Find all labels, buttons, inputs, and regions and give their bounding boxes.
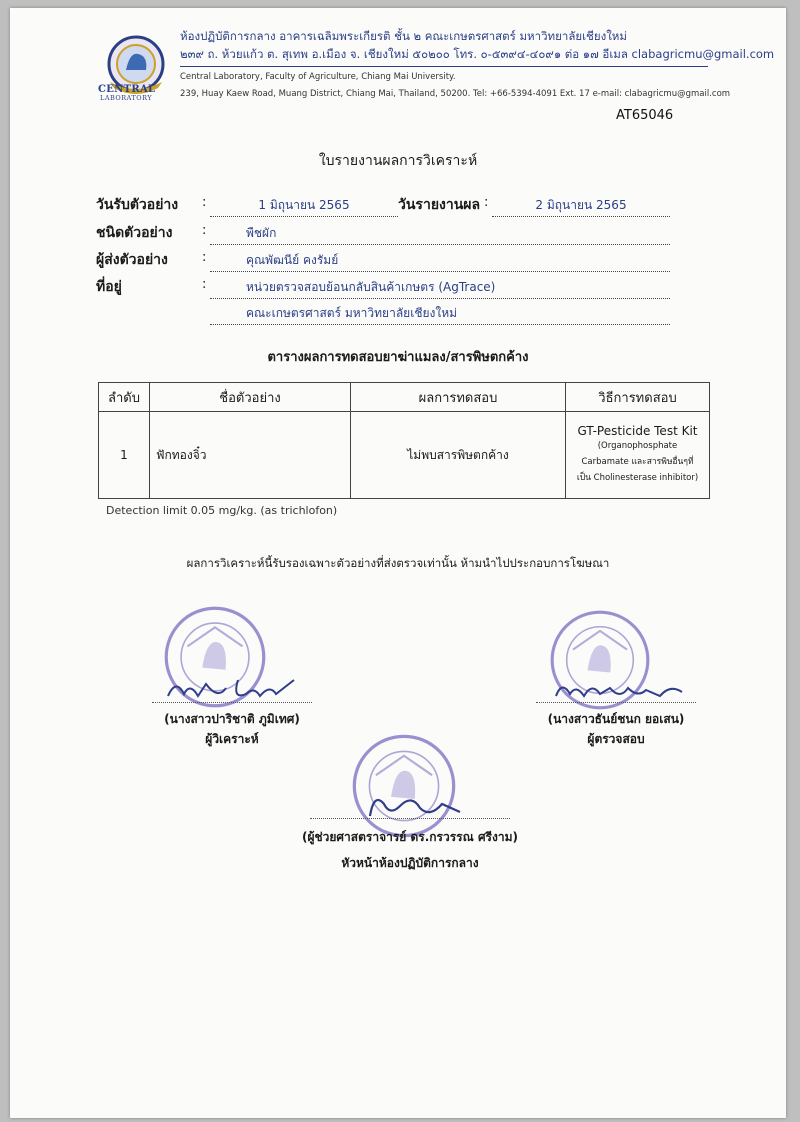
sample-type-value: พืชผัก: [210, 224, 670, 245]
reviewer-name: (นางสาวธันย์ชนก ยอเสน): [547, 712, 685, 726]
results-table: [98, 382, 710, 499]
address-value-line2: คณะเกษตรศาสตร์ มหาวิทยาลัยเชียงใหม่: [210, 304, 670, 325]
signature-line: [310, 818, 510, 819]
header-english-line2: 239, Huay Kaew Road, Muang District, Chiang Mai, Thailand, 50200. Tel: +66-5394-4091 Ext. 17 e-mail: clabagricmu@gmail.com: [180, 89, 731, 99]
cell-method: [566, 412, 710, 499]
sender-label: ผู้ส่งตัวอย่าง: [96, 252, 168, 268]
cell-no: 1: [99, 412, 150, 499]
address-value-line1: หน่วยตรวจสอบย้อนกลับสินค้าเกษตร (AgTrace): [210, 278, 670, 299]
document-number: AT65046: [616, 108, 674, 123]
signature-line: [536, 702, 696, 703]
address-label: ที่อยู่: [96, 279, 122, 295]
head-role: หัวหน้าห้องปฏิบัติการกลาง: [341, 856, 479, 870]
method-detail-3: เป็น Cholinesterase inhibitor): [576, 473, 699, 483]
method-main-text: GT-Pesticide Test Kit: [577, 424, 698, 438]
header-english-line1: Central Laboratory, Faculty of Agriculture, Chiang Mai University.: [180, 72, 456, 82]
logo-wordmark: CENTRAL: [98, 84, 156, 95]
receive-date-value: 1 มิถุนายน 2565: [210, 196, 398, 217]
method-detail-1: (Organophosphate: [597, 441, 678, 451]
column-header-no: ลำดับ: [99, 383, 150, 412]
logo-subtext: LABORATORY: [100, 94, 153, 102]
table-row: [99, 412, 710, 499]
report-date-value: 2 มิถุนายน 2565: [492, 196, 670, 217]
colon: :: [202, 195, 207, 210]
head-name: (ผู้ช่วยศาสตราจารย์ ดร.กรวรรณ ศรีงาม): [301, 830, 518, 844]
header-divider: [180, 66, 708, 67]
colon: :: [202, 250, 207, 265]
method-detail-2: Carbamate และสารพิษอื่นๆที่: [581, 457, 694, 467]
sample-type-label: ชนิดตัวอย่าง: [96, 225, 173, 241]
column-header-sample-name: ชื่อตัวอย่าง: [150, 383, 351, 412]
cell-result: ไม่พบสารพิษตกค้าง: [351, 412, 566, 499]
analyst-name: (นางสาวปาริชาติ ภูมิเทศ): [164, 712, 300, 726]
results-table-title: ตารางผลการทดสอบยาฆ่าแมลง/สารพิษตกค้าง: [267, 350, 529, 365]
column-header-method: วิธีการทดสอบ: [566, 383, 710, 412]
analyst-role: ผู้วิเคราะห์: [205, 732, 259, 746]
colon: :: [202, 277, 207, 292]
colon: :: [202, 223, 207, 238]
disclaimer-note: ผลการวิเคราะห์นี้รับรองเฉพาะตัวอย่างที่ส่งตรวจเท่านั้น ห้ามนำไปประกอบการโฆษณา: [186, 556, 610, 570]
header-thai-line1: ห้องปฏิบัติการกลาง อาคารเฉลิมพระเกียรติ ชั้น ๒ คณะเกษตรศาสตร์ มหาวิทยาลัยเชียงใหม่: [180, 29, 627, 43]
report-title: ใบรายงานผลการวิเคราะห์: [318, 153, 478, 169]
report-page: [10, 8, 786, 1118]
cell-sample-name: ฟักทองจิ๋ว: [150, 412, 351, 499]
sender-value: คุณพัฒนีย์ คงรัมย์: [210, 251, 670, 272]
reviewer-role: ผู้ตรวจสอบ: [587, 732, 645, 746]
table-header-row: [99, 383, 710, 412]
report-date-label: วันรายงานผล: [398, 197, 481, 213]
column-header-result: ผลการทดสอบ: [351, 383, 566, 412]
colon: :: [484, 195, 489, 210]
signature-line: [152, 702, 312, 703]
receive-date-label: วันรับตัวอย่าง: [96, 197, 179, 213]
handwritten-signature: [162, 670, 302, 706]
header-thai-line2: ๒๓๙ ถ. ห้วยแก้ว ต. สุเทพ อ.เมือง จ. เชียงใหม่ ๕๐๒๐๐ โทร. ๐-๕๓๙๔-๔๐๙๑ ต่อ ๑๗ อีเมล clabagricmu@gmail.com: [180, 47, 775, 61]
detection-limit: Detection limit 0.05 mg/kg. (as trichlofon): [106, 504, 338, 517]
